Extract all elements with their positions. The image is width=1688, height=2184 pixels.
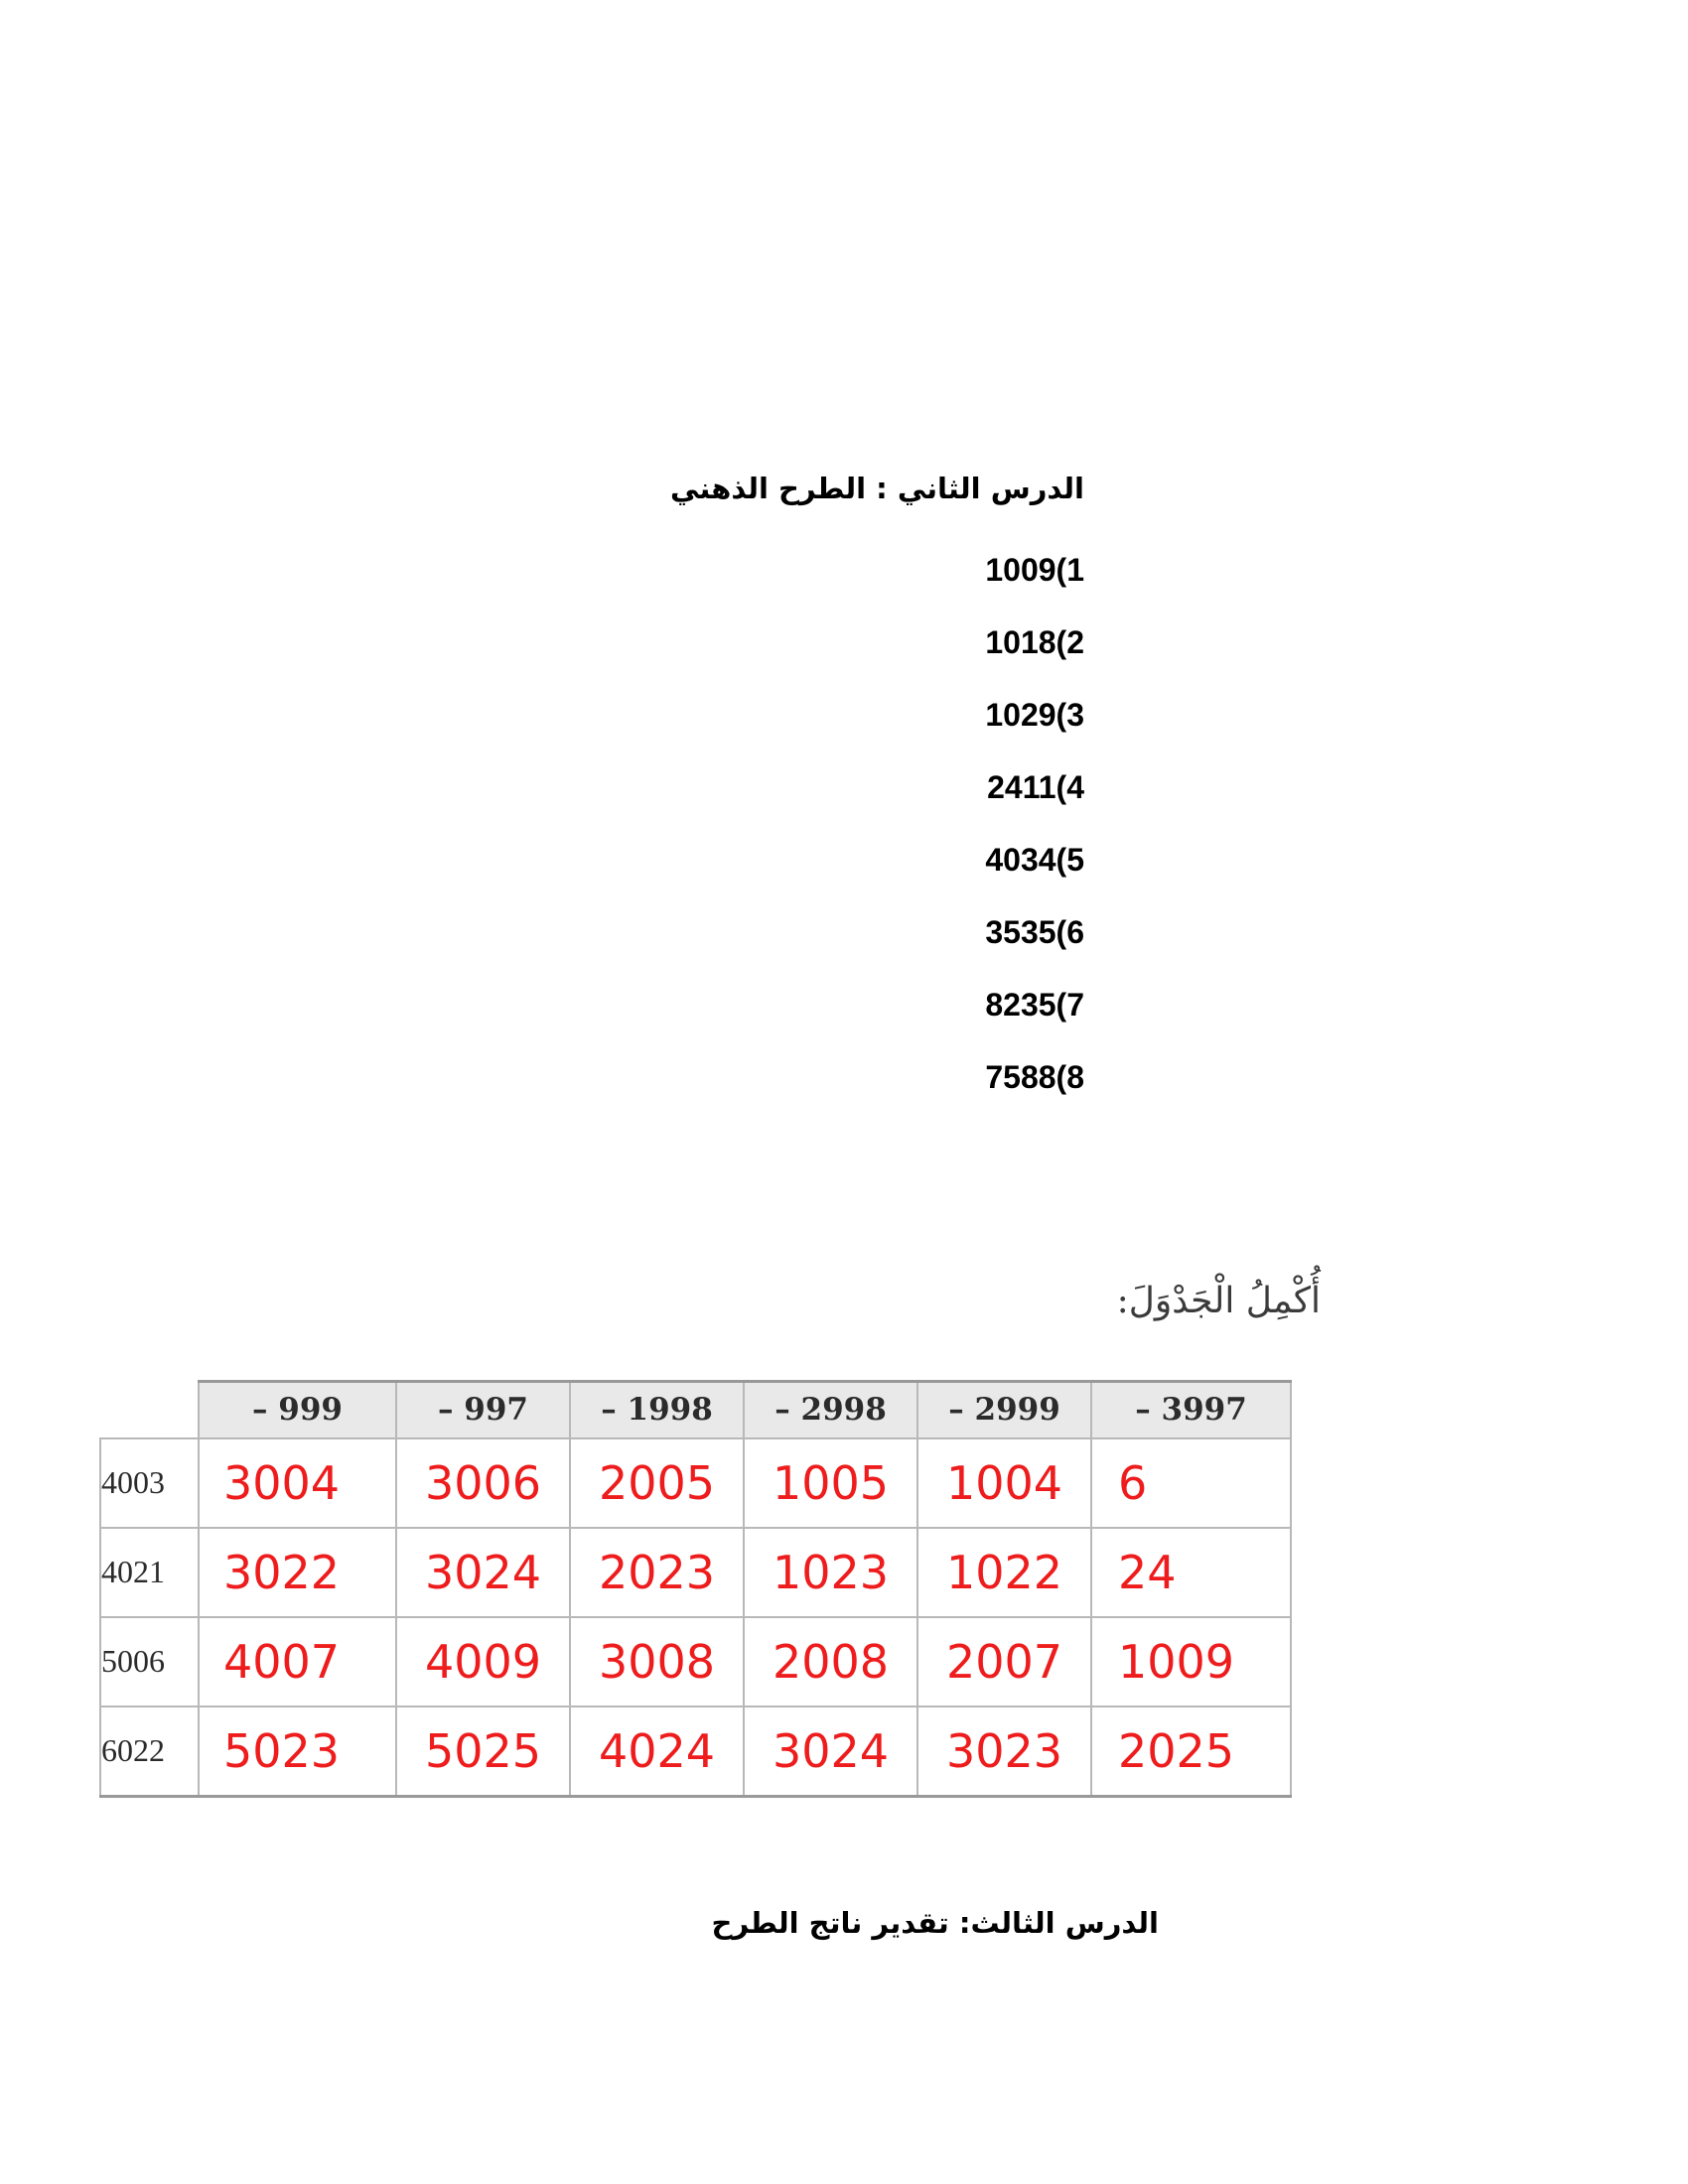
lesson3-title: الدرس الثالث: تقدير ناتج الطرح — [711, 1906, 1159, 1940]
answer-cell: 2005 — [570, 1438, 744, 1528]
table-row — [100, 1528, 1291, 1617]
answer-cell: 3023 — [917, 1706, 1091, 1797]
answer-cell: 5023 — [199, 1706, 396, 1797]
answer-item: 3535(6 — [985, 914, 1084, 950]
answer-cell: 3008 — [570, 1617, 744, 1706]
answer-cell: 3006 — [396, 1438, 570, 1528]
answer-item: 1009(1 — [985, 552, 1084, 588]
answer-cell: 3024 — [744, 1706, 917, 1797]
row-header: 4003 — [100, 1438, 199, 1528]
table-row — [100, 1706, 1291, 1797]
answer-cell: 1022 — [917, 1528, 1091, 1617]
answer-cell: 5025 — [396, 1706, 570, 1797]
answer-cell: 2025 — [1091, 1706, 1291, 1797]
column-header: – 997 — [396, 1382, 570, 1438]
answer-item: 7588(8 — [985, 1059, 1084, 1095]
column-header: – 2998 — [744, 1382, 917, 1438]
answer-cell: 4009 — [396, 1617, 570, 1706]
table-header-row — [100, 1382, 1291, 1438]
table-row — [100, 1617, 1291, 1706]
answer-cell: 1023 — [744, 1528, 917, 1617]
column-header: – 999 — [199, 1382, 396, 1438]
answer-cell: 4024 — [570, 1706, 744, 1797]
row-header: 5006 — [100, 1617, 199, 1706]
answer-cell: 3004 — [199, 1438, 396, 1528]
answer-item: 1018(2 — [985, 624, 1084, 660]
table-corner — [100, 1382, 199, 1438]
answer-cell: 6 — [1091, 1438, 1291, 1528]
answer-cell: 1004 — [917, 1438, 1091, 1528]
answer-cell: 24 — [1091, 1528, 1291, 1617]
answer-cell: 2023 — [570, 1528, 744, 1617]
answer-cell: 3024 — [396, 1528, 570, 1617]
answer-cell: 4007 — [199, 1617, 396, 1706]
answer-item: 1029(3 — [985, 697, 1084, 733]
answer-cell: 1005 — [744, 1438, 917, 1528]
answer-item: 8235(7 — [985, 987, 1084, 1023]
answer-cell: 2008 — [744, 1617, 917, 1706]
answer-item: 4034(5 — [985, 842, 1084, 878]
column-header: – 2999 — [917, 1382, 1091, 1438]
column-header: – 3997 — [1091, 1382, 1291, 1438]
table-row — [100, 1438, 1291, 1528]
row-header: 6022 — [100, 1706, 199, 1797]
lesson2-answer-list — [985, 552, 1084, 1132]
row-header: 4021 — [100, 1528, 199, 1617]
answer-item: 2411(4 — [987, 769, 1084, 805]
subtraction-table — [99, 1380, 1292, 1798]
lesson2-title: الدرس الثاني : الطرح الذهني — [670, 472, 1084, 505]
answer-cell: 1009 — [1091, 1617, 1291, 1706]
column-header: – 1998 — [570, 1382, 744, 1438]
table-caption: أُكْمِلُ الْجَدْوَلَ: — [1116, 1281, 1321, 1321]
answer-cell: 2007 — [917, 1617, 1091, 1706]
answer-cell: 3022 — [199, 1528, 396, 1617]
